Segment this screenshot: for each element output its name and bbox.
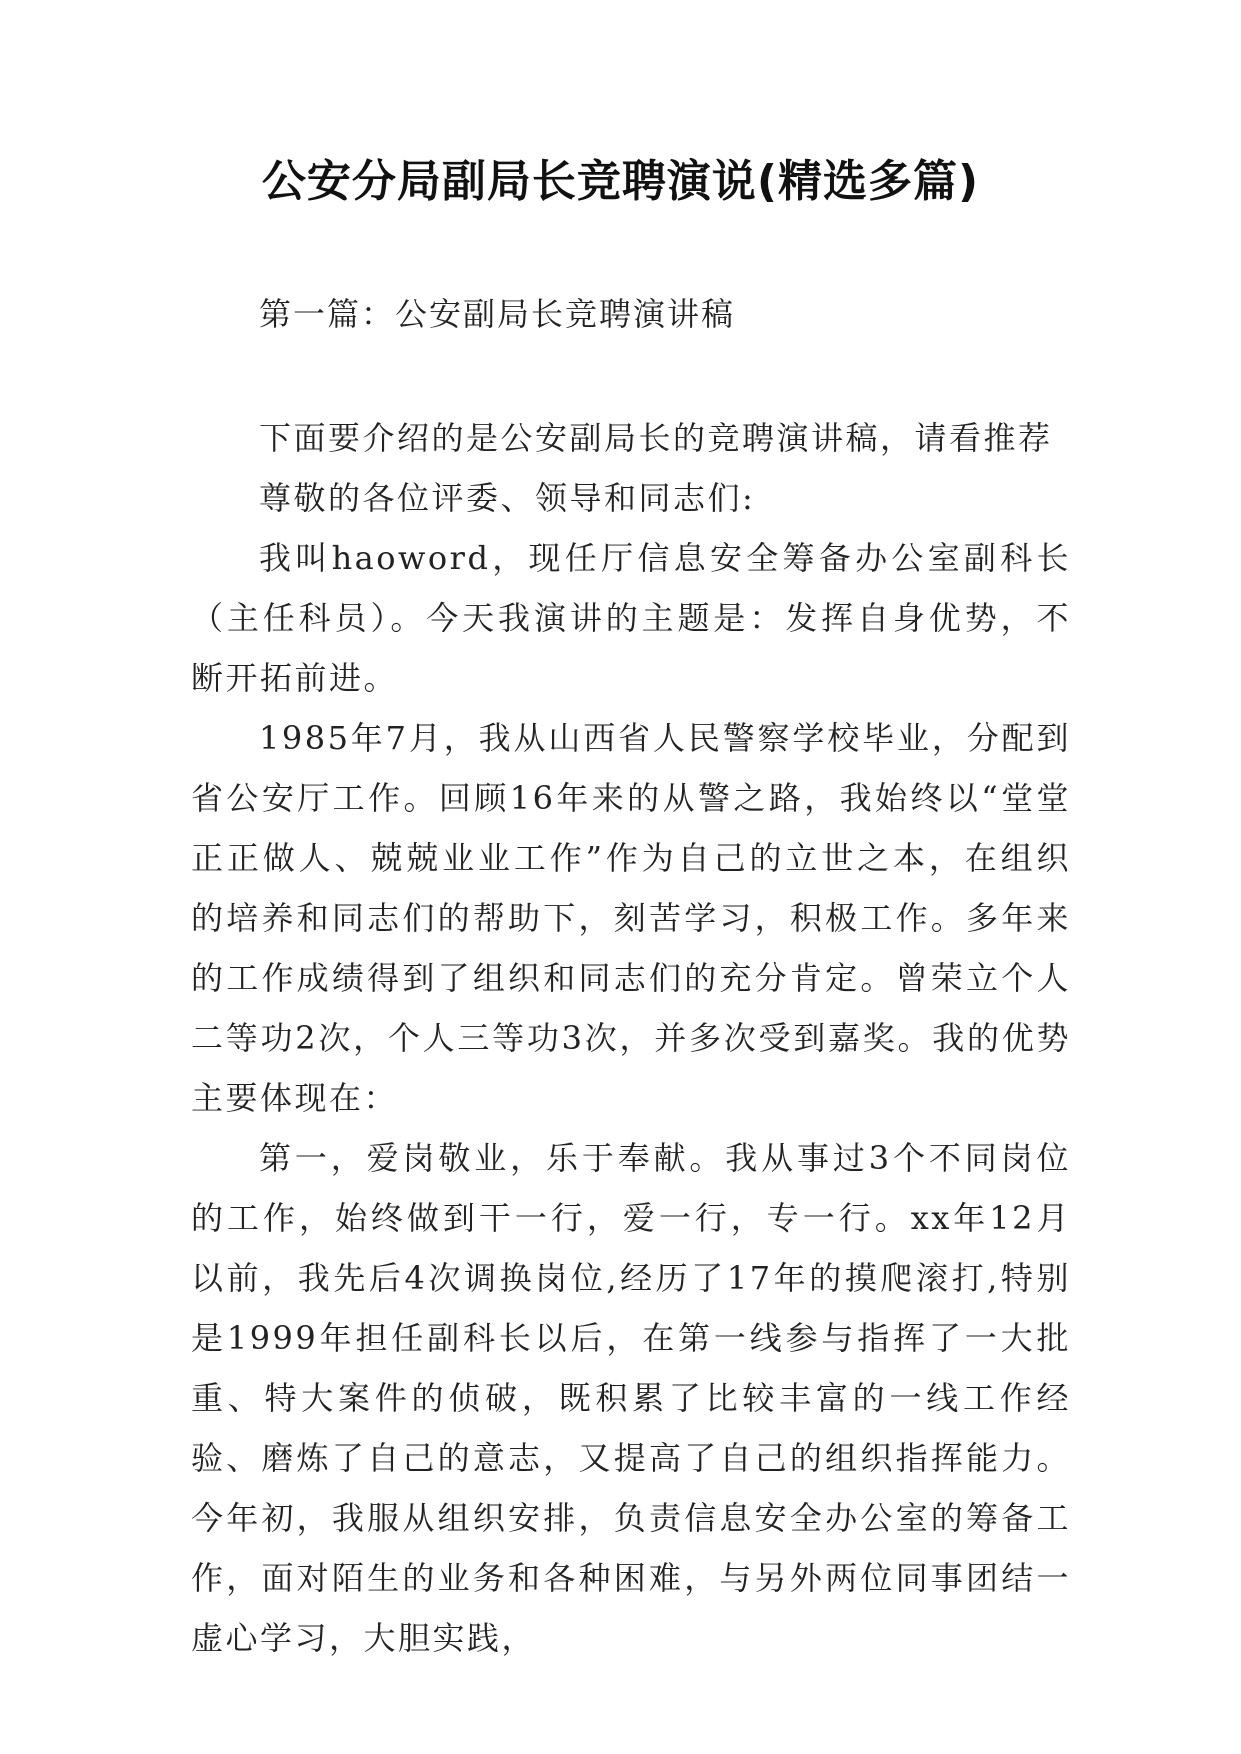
paragraph-first-strength: 第一，爱岗敬业，乐于奉献。我从事过3个不同岗位的工作，始终做到干一行，爱一行，专一行。xx年12月以前，我先后4次调换岗位,经历了17年的摸爬滚打,特别是1999年担任副科长以后，在第一线参与指挥了一大批重、特大案件的侦破，既积累了比较丰富的一线工作经验、磨炼了自己的意志，又提高了自己的组织指挥能力。今年初，我服从组织安排，负责信息安全办公室的筹备工作，面对陌生的业务和各种困难，与另外两位同事团结一虚心学习，大胆实践， [191, 1139, 1071, 1657]
paragraph-career-history: 1985年7月，我从山西省人民警察学校毕业，分配到省公安厅工作。回顾16年来的从警之路，我始终以“堂堂正正做人、兢兢业业工作”作为自己的立世之本，在组织的培养和同志们的帮助下，刻苦学习，积极工作。多年来的工作成绩得到了组织和同志们的充分肯定。曾荣立个人二等功2次，个人三等功3次，并多次受到嘉奖。我的优势主要体现在： [191, 719, 1071, 1117]
document-title: 公安分局副局长竞聘演说(精选多篇) [261, 156, 980, 207]
paragraph-intro: 下面要介绍的是公安副局长的竞聘演讲稿，请看推荐 [259, 419, 1053, 457]
document-body [191, 408, 1071, 1668]
paragraph-salutation: 尊敬的各位评委、领导和同志们: [259, 479, 756, 517]
section-heading: 第一篇：公安副局长竞聘演讲稿 [259, 295, 736, 333]
paragraph-self-introduction: 我叫haoword，现任厅信息安全筹备办公室副科长（主任科员）。今天我演讲的主题是：发挥自身优势，不断开拓前进。 [191, 539, 1071, 697]
